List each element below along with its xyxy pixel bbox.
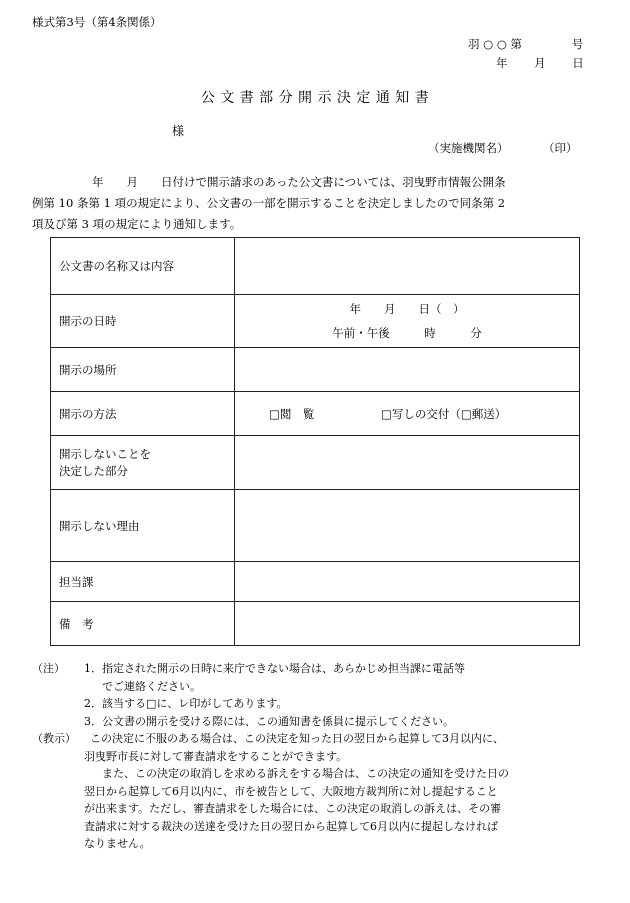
undisclosed-label-line-1: 開示しないことを: [59, 446, 151, 461]
table-row: [51, 392, 580, 436]
teaching-item: [32, 800, 612, 818]
dept-value: [235, 562, 580, 602]
table-row: [51, 562, 580, 602]
datetime-time: 午前・午後 時 分: [332, 326, 482, 340]
body-line-3: 項及び第 3 項の規定により通知します。: [32, 217, 242, 231]
method-label: 開示の方法: [51, 392, 235, 436]
note-1-line-2: でご連絡ください。: [102, 679, 201, 693]
reason-value: [235, 490, 580, 562]
teaching-heading: （教示）: [32, 732, 76, 745]
reason-label: 開示しない理由: [51, 490, 235, 562]
method-option-copy: □写しの交付（□郵送）: [381, 406, 507, 421]
undisclosed-label-line-2: 決定した部分: [59, 463, 128, 478]
doc-name-label: 公文書の名称又は内容: [51, 238, 235, 295]
undisclosed-value: [235, 436, 580, 490]
datetime-date: 年 月 日（ ）: [349, 302, 465, 316]
remarks-label: 備 考: [51, 602, 235, 646]
teaching-1-line-2: 羽曳野市長に対して審査請求をすることができます。: [84, 749, 348, 763]
place-label: 開示の場所: [51, 348, 235, 392]
note-3: 3．公文書の開示を受ける際には、この通知書を係員に提示してください。: [84, 714, 454, 728]
table-row: [51, 602, 580, 646]
teaching-2-line-1: また、この決定の取消しを求める訴えをする場合は、この決定の通知を受けた日の: [102, 767, 509, 780]
teaching-item: [32, 748, 612, 766]
table-row: [51, 295, 580, 348]
table-row: [51, 490, 580, 562]
body-line-2: 例第 10 条第 1 項の規定により、公文書の一部を開示することを決定しましたので同条第 2: [32, 196, 506, 210]
issuer: （実施機関名） （印）: [428, 141, 578, 155]
remarks-value: [235, 602, 580, 646]
note-item: [32, 695, 612, 713]
teaching-2-line-2: 翌日から起算して6月以内に、市を被告として、大阪地方裁判所に対し提起すること: [84, 784, 498, 798]
undisclosed-label: [51, 436, 235, 490]
dept-label: 担当課: [51, 562, 235, 602]
note-item: [32, 678, 612, 696]
note-heading: （注）: [32, 662, 65, 675]
datetime-value: [235, 295, 580, 348]
teaching-item: [32, 783, 612, 801]
note-item: [32, 713, 612, 731]
form-number: 様式第3号（第4条関係）: [32, 15, 162, 29]
table-row: [51, 436, 580, 490]
body-line-1: 年 月 日付けで開示請求のあった公文書については、羽曳野市情報公開条: [92, 175, 506, 189]
method-option-view: □閲 覧: [269, 406, 315, 421]
teaching-2-line-5: なりません。: [84, 837, 151, 850]
teaching-1-line-1: この決定に不服のある場合は、この決定を知った日の翌日から起算して3月以内に、: [90, 732, 504, 745]
teaching-2-line-4: 査請求に対する裁決の送達を受けた日の翌日から起算して6月以内に提起しなければ: [84, 819, 498, 833]
teaching-item: [32, 765, 612, 783]
teaching-2-line-3: が出来ます。ただし、審査請求をした場合には、この決定の取消しの訴えは、その審: [84, 802, 502, 815]
document-date: 年 月 日: [496, 56, 584, 70]
datetime-label: 開示の日時: [51, 295, 235, 348]
note-1-line-1: 1．指定された開示の日時に来庁できない場合は、あらかじめ担当課に電話等: [84, 662, 465, 675]
teaching-item: [32, 835, 612, 853]
body-paragraph: [32, 172, 604, 235]
note-item: [32, 660, 612, 678]
document-number: 羽 ○ ○ 第 号: [468, 37, 584, 51]
table-row: [51, 238, 580, 295]
teaching-item: [32, 818, 612, 836]
table-row: [51, 348, 580, 392]
teaching-item: [32, 730, 612, 748]
doc-name-value: [235, 238, 580, 295]
method-value: [235, 392, 580, 436]
note-2: 2．該当する□に、レ印がしてあります。: [84, 697, 288, 710]
page-title: 公 文 書 部 分 開 示 決 定 通 知 書: [200, 90, 430, 106]
addressee: 様: [172, 124, 185, 138]
notes-section: [32, 660, 612, 853]
disclosure-info-table: [50, 237, 580, 646]
place-value: [235, 348, 580, 392]
